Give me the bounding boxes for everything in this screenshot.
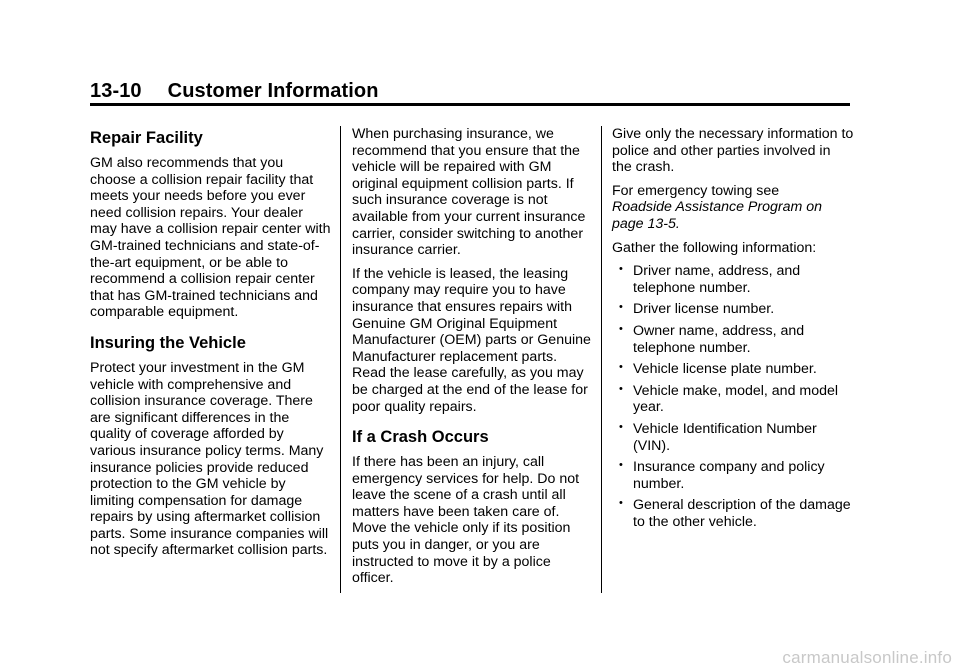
bullet-icon: • (619, 263, 623, 276)
paragraph: Protect your investment in the GM vehicle with comprehensive and collision insurance coverage. There are significant differences in the quality of coverage afforded by various insurance policy terms. Many insurance policies provide reduced protection to the GM vehicle by limiting compensation for damage repairs by using aftermarket collision parts. Some insurance companies will not specify aftermarket collision parts. (90, 359, 329, 559)
column-divider (340, 126, 341, 593)
paragraph: If there has been an injury, call emergency services for help. Do not leave the scene of a crash until all matters have been taken care of. Move the vehicle only if its position puts you in danger, or you are instructed to move it by a police officer. (352, 454, 580, 587)
paragraph: When purchasing insurance, we recommend that you ensure that the vehicle will be repaired with GM original equipment collision parts. If such insurance coverage is not available from your current insurance carrier, consider switching to another insurance carrier. (352, 126, 586, 259)
bullet-icon: • (619, 420, 623, 433)
paragraph: If the vehicle is leased, the leasing company may require you to have insurance that ensures repairs with Genuine GM Original Equipment Manufacturer (OEM) parts or Genuine Manufacturer replacement parts. Read the lease carefully, as you may be charged at the end of the lease for poor quality repairs. (352, 265, 591, 415)
paragraph: GM also recommends that you choose a collision repair facility that meets your needs before you ever need collision repairs. Your dealer may have a collision repair center with GM-trained technicians and state-of-the-art equipment, or be able to recommend a collision repair center that has GM-trained technicians and comparable equipment. (90, 155, 331, 321)
column-left (90, 126, 332, 566)
page-number: 13-10 (90, 80, 142, 102)
chapter-title: Customer Information (167, 80, 379, 102)
bullet-icon: • (619, 382, 623, 395)
column-divider (601, 126, 602, 593)
bullet-icon: • (619, 322, 623, 335)
bullet-icon: • (619, 497, 623, 510)
list-item-text: Driver name, address, and telephone number. (633, 263, 801, 296)
list-item (612, 421, 854, 454)
section-heading-insuring-vehicle: Insuring the Vehicle (90, 333, 246, 352)
list-item (612, 459, 854, 492)
column-right (612, 126, 854, 535)
bullet-icon: • (619, 459, 623, 472)
list-item-text: General description of the damage to the other vehicle. (633, 497, 851, 530)
bullet-icon: • (619, 361, 623, 374)
list-item (612, 263, 854, 296)
list-item-text: Vehicle license plate number. (633, 361, 817, 378)
list-item-text: Driver license number. (633, 301, 775, 318)
list-item (612, 301, 854, 318)
cross-reference-link[interactable]: Roadside Assistance Program on page 13-5. (612, 199, 823, 232)
watermark: carmanualsonline.info (782, 648, 952, 667)
list-item-text: Vehicle make, model, and model year. (633, 382, 839, 416)
paragraph: Gather the following information: (612, 239, 817, 256)
list-item (612, 383, 854, 416)
section-heading-crash-occurs: If a Crash Occurs (352, 428, 489, 447)
bullet-icon: • (619, 301, 623, 314)
section-heading-repair-facility: Repair Facility (90, 129, 203, 147)
towing-paragraph (612, 183, 854, 233)
towing-text: For emergency towing see (612, 182, 780, 199)
list-item (612, 323, 854, 356)
list-item-text: Vehicle Identification Number (VIN). (633, 420, 817, 454)
information-list (612, 263, 854, 530)
list-item-text: Owner name, address, and telephone number. (633, 322, 805, 356)
list-item (612, 497, 854, 530)
header-rule (90, 103, 850, 106)
paragraph: Give only the necessary information to police and other parties involved in the crash. (612, 126, 854, 176)
page-header (90, 80, 379, 103)
list-item (612, 361, 854, 378)
list-item-text: Insurance company and policy number. (633, 459, 825, 492)
column-middle (352, 126, 594, 594)
